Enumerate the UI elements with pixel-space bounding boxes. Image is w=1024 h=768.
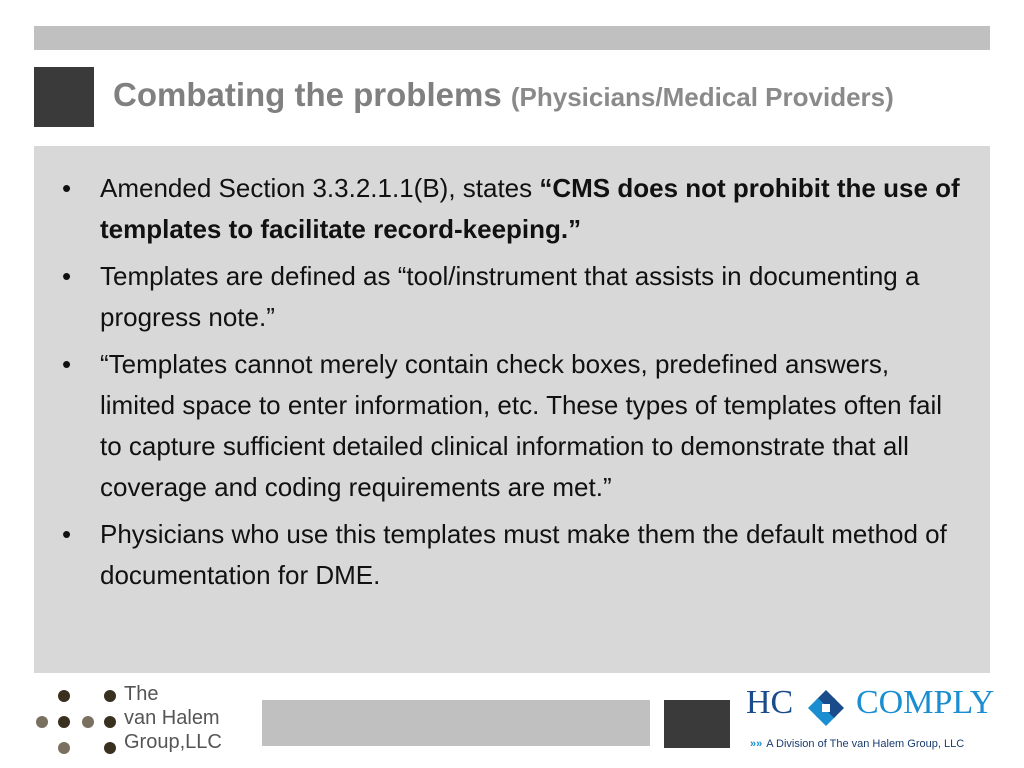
slide-title-main: Combating the problems: [113, 76, 502, 113]
bullet-dot: •: [62, 261, 72, 291]
bullet-item: [60, 256, 960, 338]
content-box: [34, 146, 990, 673]
bullet-text: “Templates cannot merely contain check boxes, predefined answers, limited space to enter information, etc. These types of templates often fail to capture sufficient detailed clinical information to demonstrate that all coverage and coding requirements are met.”: [100, 349, 943, 502]
bullet-dot: •: [62, 519, 72, 549]
van-halem-logo: [20, 680, 260, 760]
logo-line-3: Group,LLC: [124, 731, 222, 753]
bullet-dot: •: [62, 173, 72, 203]
comply-logo-text: COMPLY: [856, 684, 995, 721]
bullet-bold-quote: “CMS does not prohibit the use of templates to facilitate record-keeping.”: [100, 173, 960, 244]
hc-logo-text: HC: [746, 684, 794, 721]
arrows-icon: »»: [750, 738, 763, 750]
bullet-text: Amended Section 3.3.2.1.1(B), states: [100, 173, 540, 203]
bullet-item: [60, 168, 960, 250]
slide-title-sub: (Physicians/Medical Providers): [510, 82, 894, 112]
slide-title: [113, 76, 993, 114]
bullet-text: Physicians who use this templates must make them the default method of documentation for DME.: [100, 519, 947, 590]
top-decorative-bar: [34, 26, 990, 50]
logo-line-2: van Halem: [124, 707, 220, 729]
logo-dots-icon: [28, 686, 118, 756]
division-tagline: [750, 738, 964, 750]
bullet-text: Templates are defined as “tool/instrument that assists in documenting a progress note.”: [100, 261, 920, 332]
bullet-dot: •: [62, 349, 72, 379]
title-square-decoration: [34, 67, 94, 127]
bullet-list: [60, 168, 960, 602]
hc-comply-logo: [746, 682, 1006, 762]
division-text: A Division of The van Halem Group, LLC: [766, 738, 965, 750]
hc-comply-diamond-icon: [806, 688, 846, 728]
footer-decorative-bar: [262, 700, 650, 746]
bullet-item: [60, 344, 960, 508]
logo-text: [124, 682, 222, 754]
logo-line-1: The: [124, 683, 159, 705]
footer-square-decoration: [664, 700, 730, 748]
bullet-item: [60, 514, 960, 596]
